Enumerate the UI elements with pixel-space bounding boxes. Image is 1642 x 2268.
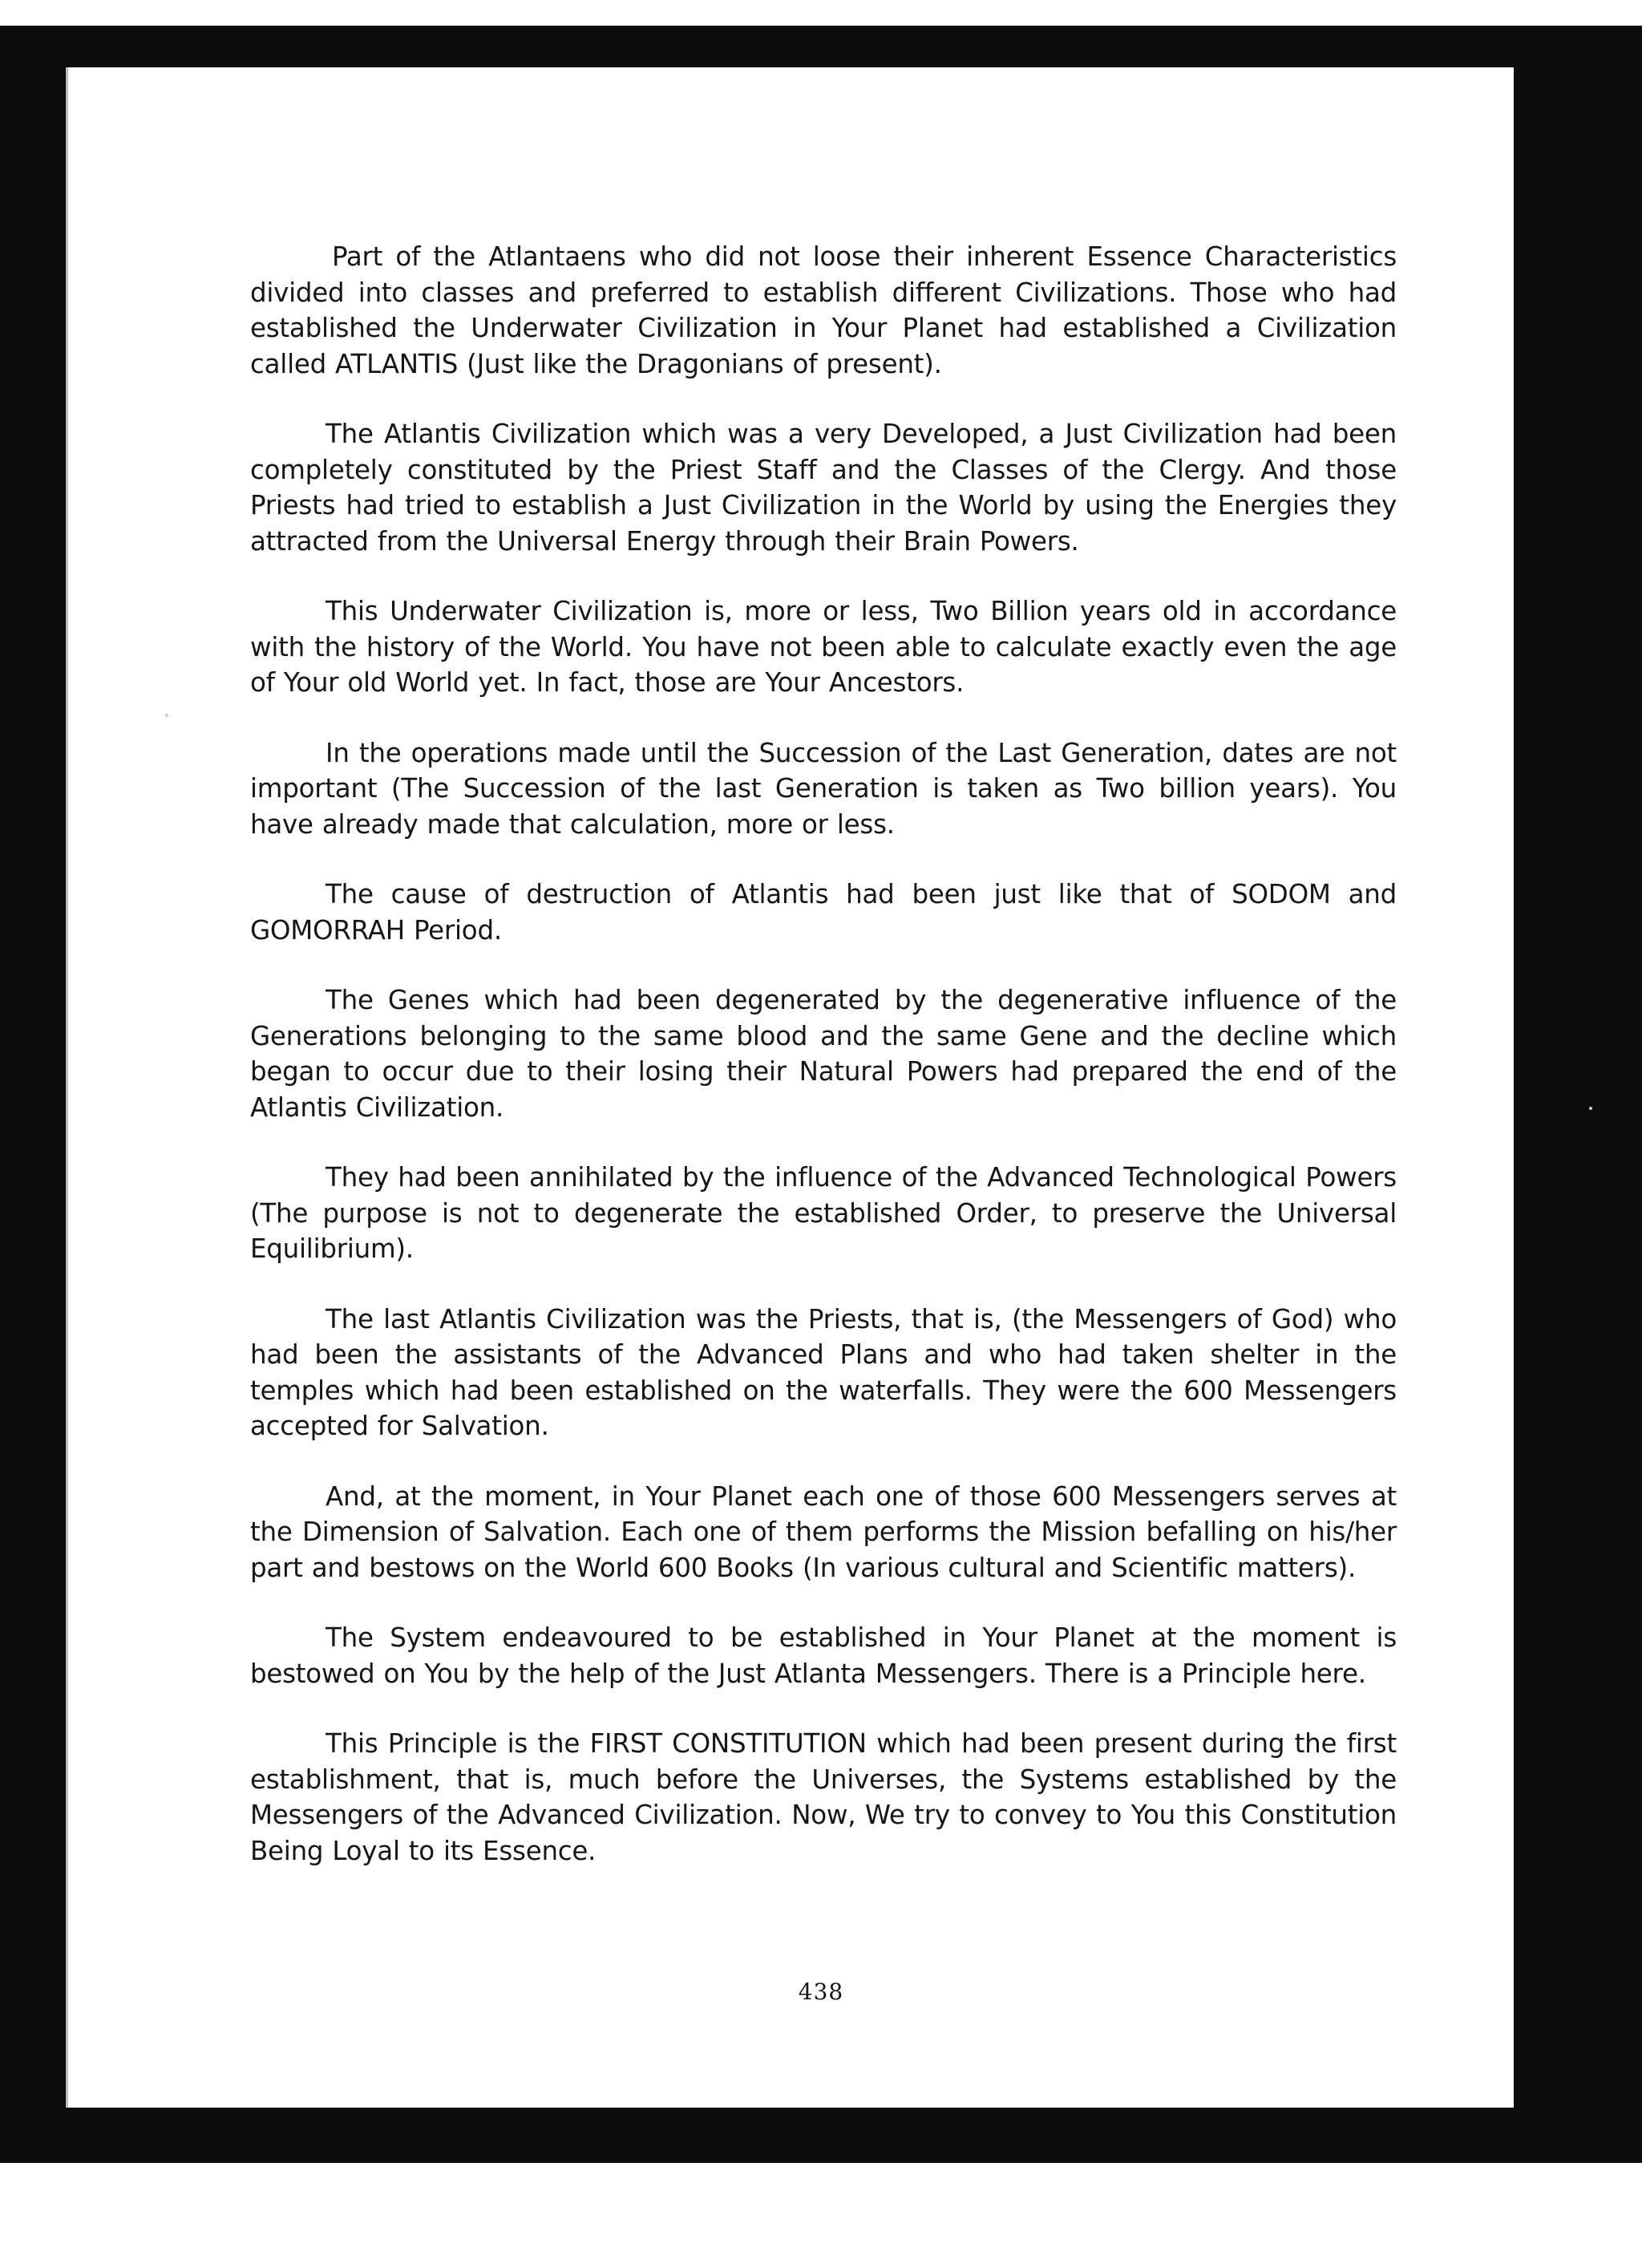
- paragraph-11: This Principle is the FIRST CONSTITUTION which had been present during the first establishment, that is, much before the Universes, the Systems established by the Messengers of the Advanced Civilization. Now, We try to convey to You this Constitution Being Loyal to its Essence.: [250, 1728, 1397, 1866]
- paragraph-6: The Genes which had been degenerated by the degenerative influence of the Generations belonging to the same blood and the same Gene and the decline which began to occur due to their losing their Natural Powers had prepared the end of the Atlantis Civilization.: [250, 985, 1397, 1123]
- paragraph-4: In the operations made until the Succession of the Last Generation, dates are not important (The Succession of the last Generation is taken as Two billion years). You have already made that calculation, more or less.: [250, 737, 1397, 840]
- scan-border-bottom: [0, 2108, 1642, 2163]
- paragraph-9: And, at the moment, in Your Planet each one of those 600 Messengers serves at the Dimension of Salvation. Each one of them performs the Mission befalling on his/her part and bestows on the World 600 Books (In various cultural and Scientific matters).: [250, 1480, 1397, 1583]
- paragraph-5: The cause of destruction of Atlantis had been just like that of SODOM and GOMORRAH Period.: [250, 879, 1397, 946]
- scan-speck: [1589, 1107, 1592, 1110]
- page-number: 438: [798, 1978, 844, 2005]
- paragraph-10: The System endeavoured to be established in Your Planet at the moment is bestowed on You by the help of the Just Atlanta Messengers. There is a Principle here.: [250, 1622, 1397, 1689]
- paragraph-1: Part of the Atlantaens who did not loose their inherent Essence Characteristics divided into classes and preferred to establish different Civilizations. Those who had established the Underwater Civilization in Your Planet had established a Civilization called ATLANTIS (Just like the Dragonians of present).: [250, 241, 1397, 379]
- body-text: [250, 239, 1397, 1903]
- scan-border-top: [0, 26, 1642, 67]
- scan-speck: [165, 714, 168, 717]
- paragraph-2: The Atlantis Civilization which was a very Developed, a Just Civilization had been completely constituted by the Priest Staff and the Classes of the Clergy. And those Priests had tried to establish a Just Civilization in the World by using the Energies they attracted from the Universal Energy through their Brain Powers.: [250, 419, 1397, 557]
- page-edge: [66, 67, 68, 2108]
- paragraph-3: This Underwater Civilization is, more or less, Two Billion years old in accordance with the history of the World. You have not been able to calculate exactly even the age of Your old World yet. In fact, those are Your Ancestors.: [250, 596, 1397, 698]
- scan-border-right: [1514, 26, 1642, 2163]
- paragraph-8: The last Atlantis Civilization was the Priests, that is, (the Messengers of God) who had been the assistants of the Advanced Plans and who had taken shelter in the temples which had been established on the waterfalls. They were the 600 Messengers accepted for Salvation.: [250, 1303, 1397, 1441]
- scan-border-left: [0, 26, 66, 2163]
- paragraph-7: They had been annihilated by the influence of the Advanced Technological Powers (The purpose is not to degenerate the established Order, to preserve the Universal Equilibrium).: [250, 1162, 1397, 1264]
